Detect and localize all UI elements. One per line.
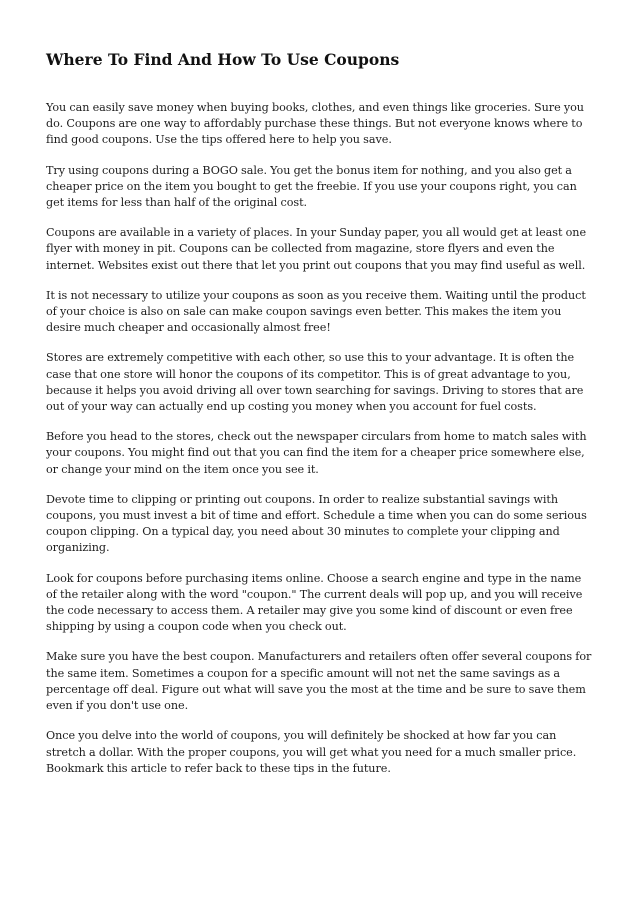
paragraph-conclusion: Once you delve into the world of coupons, you will definitely be shocked at how far you can stretch a dollar. With the proper coupons, you will get what you need for a much smaller price. Bookmark this article to refer back to these tips in the future. bbox=[46, 729, 577, 775]
paragraph-competitors: Stores are extremely competitive with each other, so use this to your advantage. It is often the case that one store will honor the coupons of its competitor. This is of great advantage to you, because it helps you avoid driving all over town searching for savings. Driving to stores that are out of your way can actually end up costing you money when you account for fuel costs. bbox=[46, 351, 584, 414]
paragraph-places: Coupons are available in a variety of places. In your Sunday paper, you all would get at least one flyer with money in pit. Coupons can be collected from magazine, store flyers and even the internet. Websites exist out there that let you print out coupons that you may find useful as well. bbox=[46, 226, 587, 272]
paragraph-waiting: It is not necessary to utilize your coupons as soon as you receive them. Waiting until the product of your choice is also on sale can make coupon savings even better. This makes the item you desire much cheaper and occasionally almost free! bbox=[46, 288, 586, 335]
paragraph-online: Look for coupons before purchasing items online. Choose a search engine and type in the name of the retailer along with the word "coupon." The current deals will pop up, and you will receive the code necessary to access them. A retailer may give you some kind of discount or even free shipping by using a coupon code when you check out. bbox=[46, 571, 583, 634]
paragraph-circulars: Before you head to the stores, check out the newspaper circulars from home to match sales with your coupons. You might find out that you can find the item for a cheaper price somewhere else, or change your mind on the item once you see it. bbox=[46, 430, 587, 476]
paragraph-best-coupon: Make sure you have the best coupon. Manufacturers and retailers often offer several coupons for the same item. Sometimes a coupon for a specific amount will not net the same savings as a percentage off deal. Figure out what will save you the most at the time and be sure to save them even if you don't use one. bbox=[46, 650, 592, 713]
document-title: Where To Find And How To Use Coupons bbox=[46, 50, 400, 69]
paragraph-bogo: Try using coupons during a BOGO sale. You get the bonus item for nothing, and you also get a cheaper price on the item you bought to get the freebie. If you use your coupons right, you can get items for less than half of the original cost. bbox=[46, 163, 577, 210]
paragraph-clipping: Devote time to clipping or printing out coupons. In order to realize substantial savings with coupons, you must invest a bit of time and effort. Schedule a time when you can do some serious coupon clipping. On a typical day, you need about 30 minutes to complete your clipping and organizing. bbox=[46, 492, 587, 555]
paragraph-intro: You can easily save money when buying books, clothes, and even things like groceries. Sure you do. Coupons are one way to affordably purchase these things. But not everyone knows where to find good coupons. Use the tips offered here to help you save. bbox=[46, 101, 584, 147]
